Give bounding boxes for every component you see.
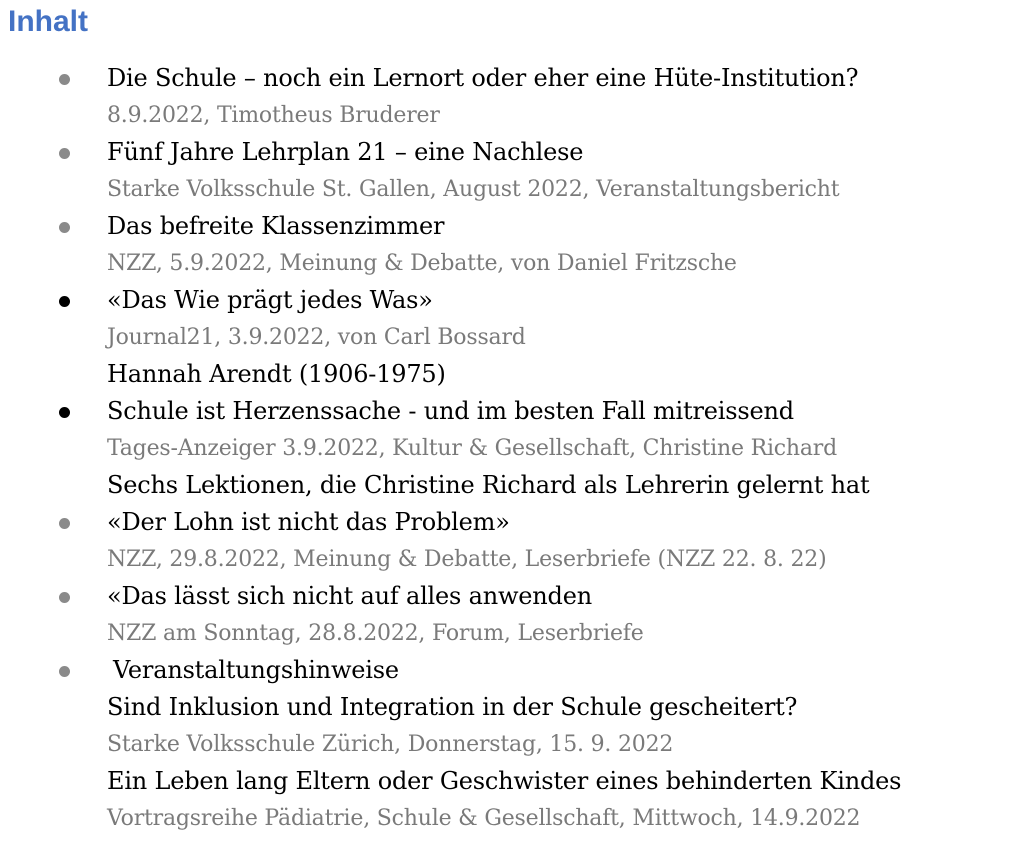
- bullet-icon: [56, 652, 76, 689]
- bullet-icon: [56, 60, 76, 97]
- entry-meta: 8.9.2022, Timotheus Bruderer: [107, 103, 440, 128]
- entry-meta: Journal21, 3.9.2022, von Carl Bossard: [107, 325, 526, 350]
- entry-meta: NZZ am Sonntag, 28.8.2022, Forum, Leserbriefe: [107, 621, 644, 646]
- entry-title-link[interactable]: Fünf Jahre Lehrplan 21 – eine Nachlese: [107, 138, 584, 166]
- page-heading: Inhalt: [8, 5, 88, 38]
- entry-meta: Tages-Anzeiger 3.9.2022, Kultur & Gesellschaft, Christine Richard: [107, 436, 837, 461]
- bullet-icon: [56, 134, 76, 171]
- table-of-contents: [0, 60, 1024, 837]
- toc-entry-events: [0, 652, 1024, 837]
- entry-title-link[interactable]: «Der Lohn ist nicht das Problem»: [107, 508, 510, 536]
- entry-meta: NZZ, 29.8.2022, Meinung & Debatte, Leserbriefe (NZZ 22. 8. 22): [107, 547, 827, 572]
- entry-subtitle-link[interactable]: Hannah Arendt (1906-1975): [107, 360, 446, 388]
- toc-entry: [0, 208, 1024, 282]
- events-section-title: Veranstaltungshinweise: [113, 656, 399, 684]
- event-title-link[interactable]: Sind Inklusion und Integration in der Schule gescheitert?: [107, 693, 798, 721]
- event-meta: Starke Volksschule Zürich, Donnerstag, 15. 9. 2022: [107, 732, 674, 757]
- entry-title-link[interactable]: «Das lässt sich nicht auf alles anwenden: [107, 582, 592, 610]
- toc-entry: [0, 393, 1024, 504]
- entry-title-link[interactable]: «Das Wie prägt jedes Was»: [107, 286, 433, 314]
- toc-entry: [0, 504, 1024, 578]
- toc-entry: [0, 60, 1024, 134]
- entry-title-link[interactable]: Die Schule – noch ein Lernort oder eher eine Hüte-Institution?: [107, 64, 859, 92]
- entry-meta: Starke Volksschule St. Gallen, August 2022, Veranstaltungsbericht: [107, 177, 840, 202]
- toc-entry: [0, 578, 1024, 652]
- entry-title-link[interactable]: Schule ist Herzenssache - und im besten Fall mitreissend: [107, 397, 794, 425]
- event-title-link[interactable]: Ein Leben lang Eltern oder Geschwister eines behinderten Kindes: [107, 767, 902, 795]
- bullet-icon: [56, 208, 76, 245]
- bullet-icon: [56, 282, 76, 319]
- bullet-icon: [56, 393, 76, 430]
- toc-entry: [0, 282, 1024, 393]
- entry-meta: NZZ, 5.9.2022, Meinung & Debatte, von Daniel Fritzsche: [107, 251, 737, 276]
- entry-subtitle-link[interactable]: Sechs Lektionen, die Christine Richard als Lehrerin gelernt hat: [107, 471, 870, 499]
- bullet-icon: [56, 504, 76, 541]
- bullet-icon: [56, 578, 76, 615]
- event-meta: Vortragsreihe Pädiatrie, Schule & Gesellschaft, Mittwoch, 14.9.2022: [107, 806, 861, 831]
- toc-entry: [0, 134, 1024, 208]
- entry-title-link[interactable]: Das befreite Klassenzimmer: [107, 212, 445, 240]
